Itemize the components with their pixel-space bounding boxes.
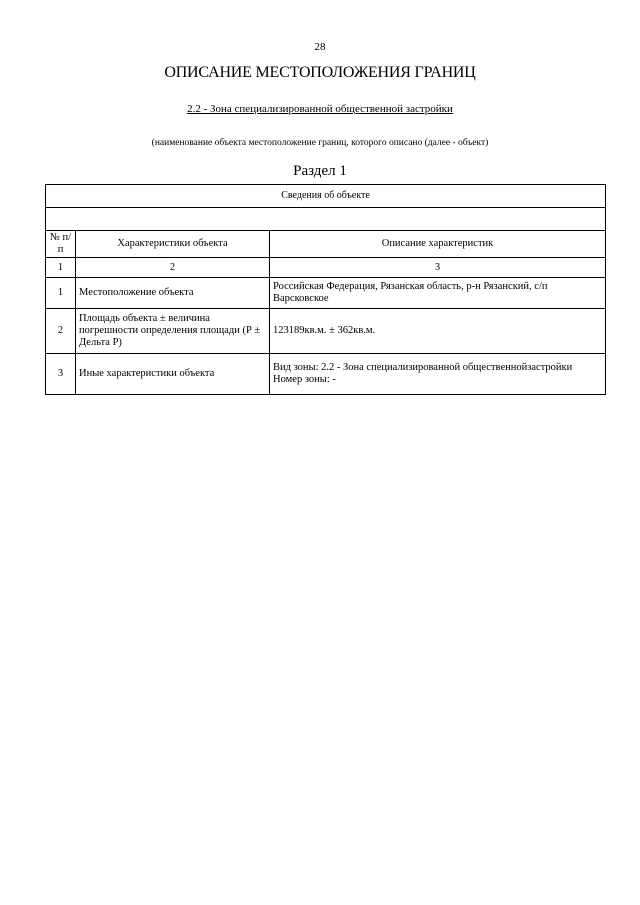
description-line: Российская Федерация, Рязанская область, р-н Рязанский, с/п Варсковское (273, 281, 548, 304)
column-number-2: 2 (76, 258, 270, 278)
page-number: 28 (314, 41, 326, 53)
zone-name-text: 2.2 - Зона специализированной общественной застройки (187, 103, 453, 115)
table-row (46, 278, 606, 309)
section-title: Раздел 1 (293, 163, 347, 179)
column-numbers-row (46, 258, 606, 278)
row-description (270, 309, 606, 354)
column-headers-row (46, 231, 606, 258)
table-header: Сведения об объекте (46, 185, 606, 208)
object-info-table (45, 184, 606, 395)
description-line: Вид зоны: 2.2 - Зона специализированной общественнойзастройки (273, 362, 573, 373)
document-title: ОПИСАНИЕ МЕСТОПОЛОЖЕНИЯ ГРАНИЦ (164, 64, 476, 81)
row-characteristic: Местоположение объекта (76, 278, 270, 309)
table-row (46, 354, 606, 395)
row-description (270, 278, 606, 309)
row-number: 3 (46, 354, 76, 395)
table-row (46, 309, 606, 354)
column-header-description: Описание характеристик (270, 231, 606, 258)
table-empty-cell (46, 208, 606, 231)
object-name-note: (наименование объекта местоположение границ, которого описано (далее - объект) (151, 138, 489, 148)
column-number-1: 1 (46, 258, 76, 278)
table-header-row (46, 185, 606, 208)
zone-name (0, 103, 640, 115)
row-characteristic: Площадь объекта ± величина погрешности определения площади (Р ± Дельта Р) (76, 309, 270, 354)
row-description (270, 354, 606, 395)
column-header-characteristic: Характеристики объекта (76, 231, 270, 258)
description-line: 123189кв.м. ± 362кв.м. (273, 325, 376, 336)
row-number: 1 (46, 278, 76, 309)
row-number: 2 (46, 309, 76, 354)
row-characteristic: Иные характеристики объекта (76, 354, 270, 395)
column-number-3: 3 (270, 258, 606, 278)
column-header-num: № п/п (46, 231, 76, 258)
table-empty-row (46, 208, 606, 231)
description-line: Номер зоны: - (273, 374, 336, 385)
